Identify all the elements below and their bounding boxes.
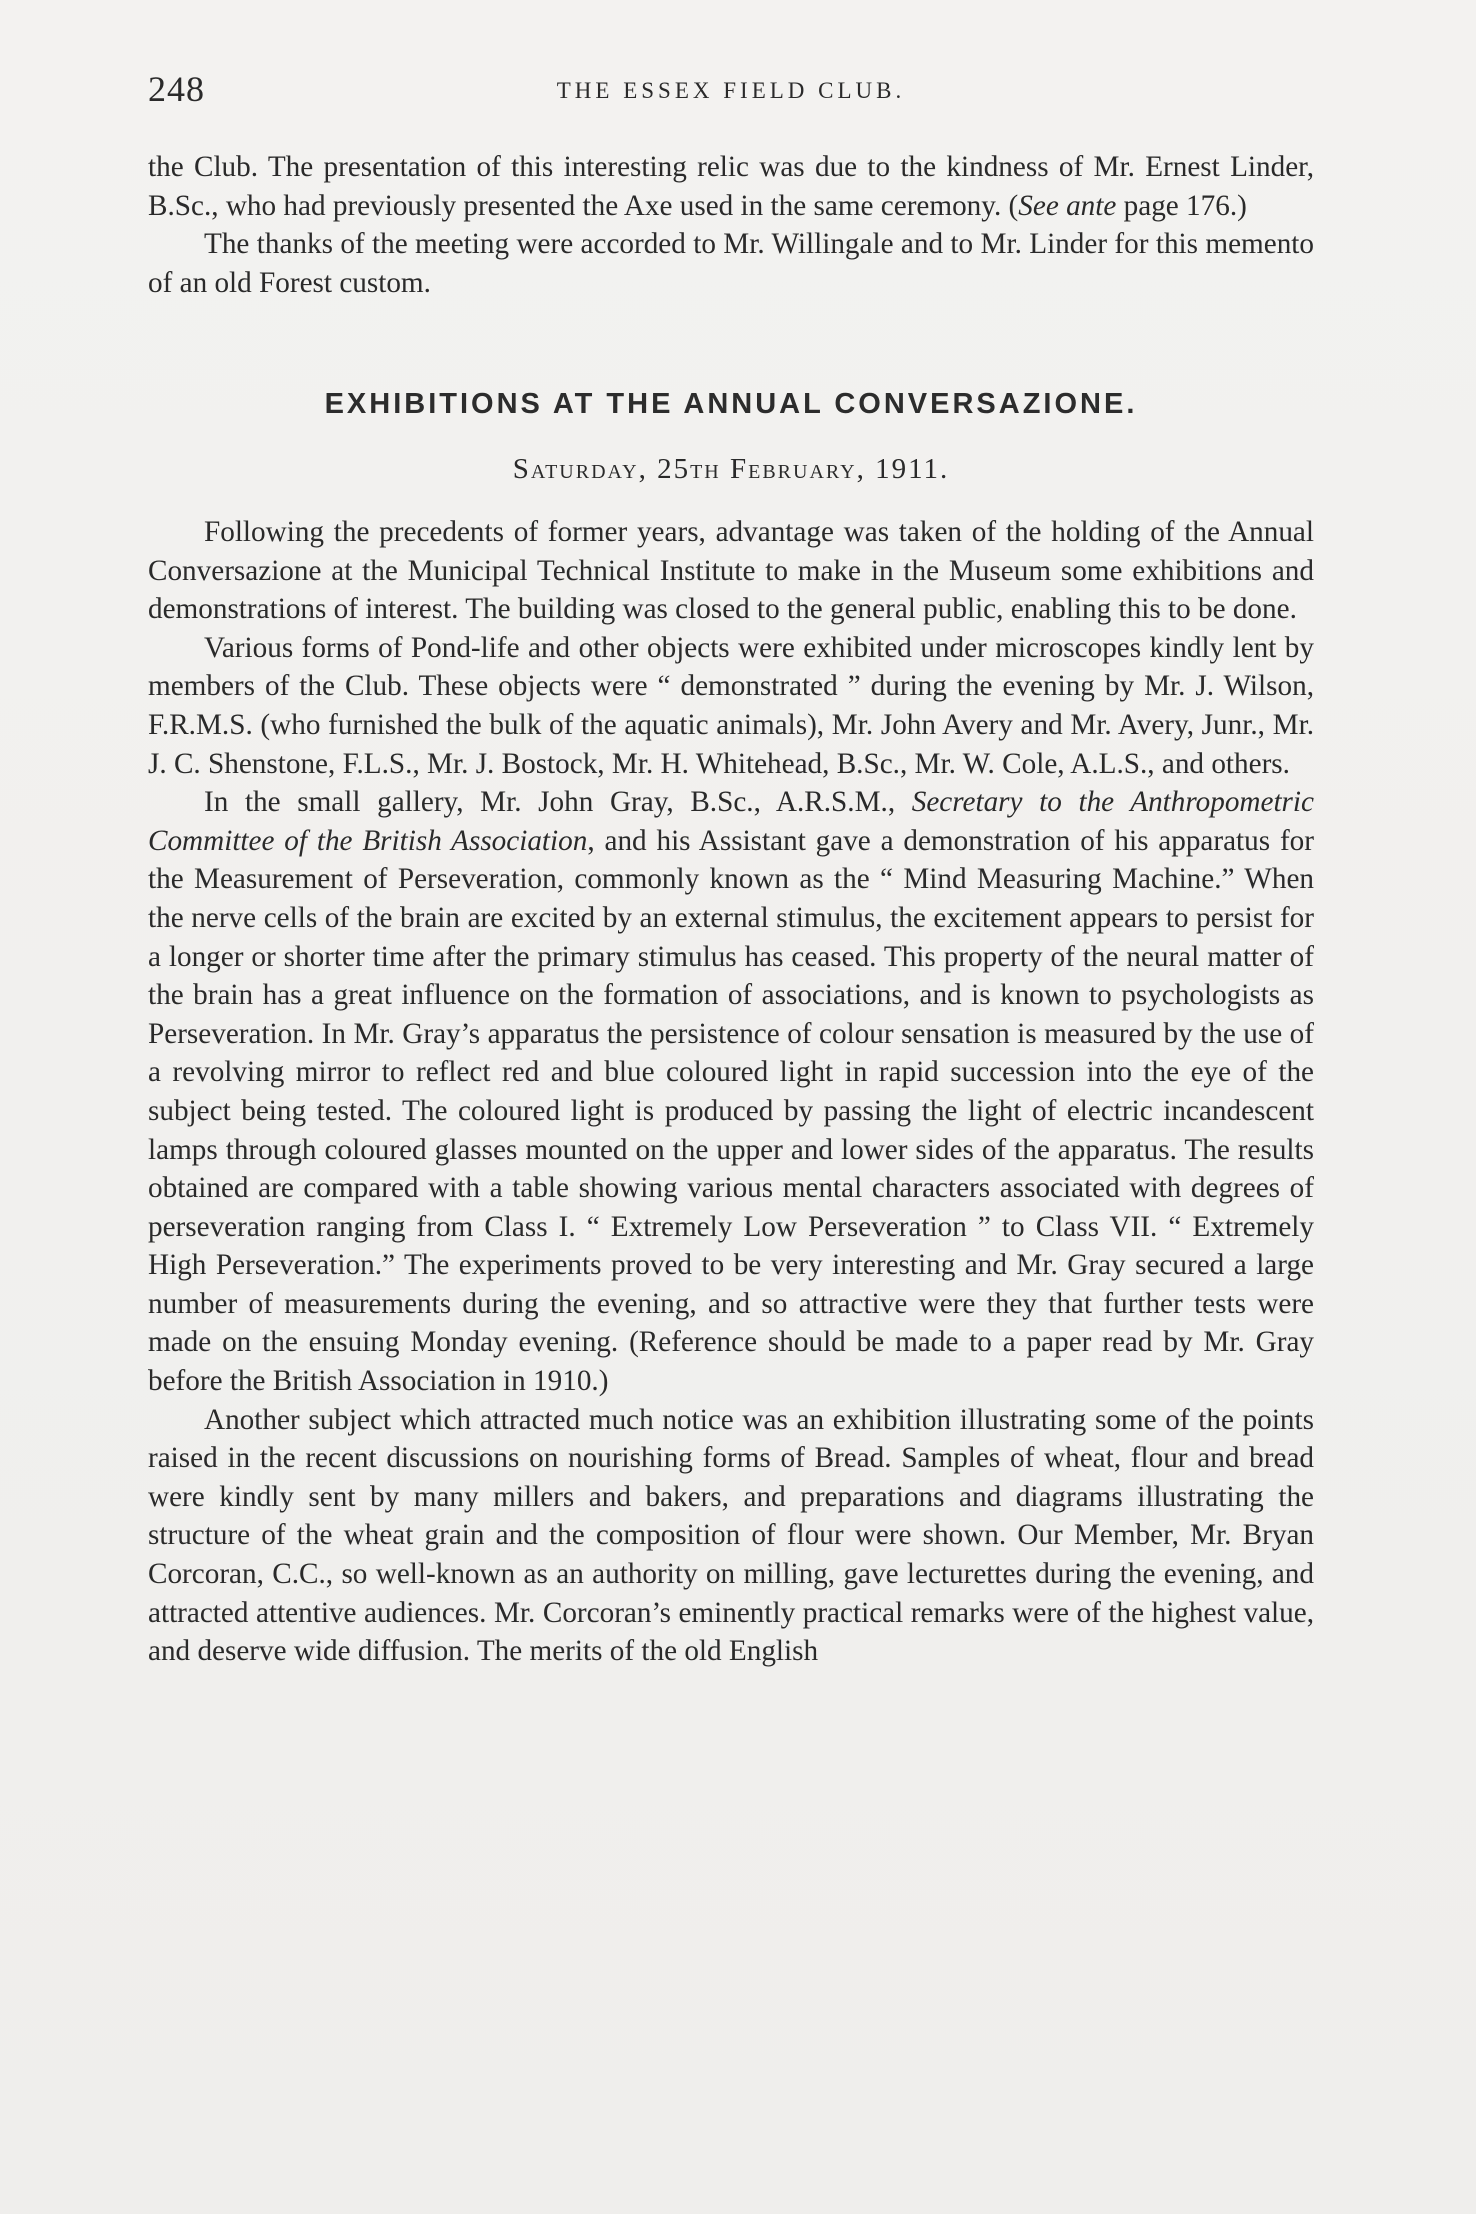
paragraph-text: page 176.) xyxy=(1116,189,1247,222)
paragraph-space xyxy=(1059,190,1066,222)
italic-title: Secretary to the Anthropometric Committee of the British Association xyxy=(148,786,1314,857)
section-title: EXHIBITIONS AT THE ANNUAL CONVERSAZIONE. xyxy=(324,388,1138,420)
page-header xyxy=(148,68,1314,118)
paragraph-perseveration xyxy=(148,783,1314,1401)
paragraph-text: the Club. The presentation of this interesting relic was due to the kindness of Mr. Ernest Linder, B.Sc., who had previously presented the Axe used in the same ceremony. ( xyxy=(148,151,1314,222)
running-head: THE ESSEX FIELD CLUB. xyxy=(556,78,906,103)
paragraph-text: In the small gallery, Mr. John Gray, B.Sc., A.R.S.M., xyxy=(204,786,912,819)
paragraph-precedents: Following the precedents of former years, advantage was taken of the holding of the Annual Conversazione at the Municipal Technical Institute to make in the Museum some exhibitions and demonstrations of interest. The building was closed to the general public, enabling this to be done. xyxy=(148,516,1314,626)
page-number: 248 xyxy=(148,69,205,109)
continued-text xyxy=(148,148,1314,302)
paragraph-thanks: The thanks of the meeting were accorded to Mr. Willingale and to Mr. Linder for this memento of an old Forest custom. xyxy=(148,228,1314,299)
paragraph-pond-life: Various forms of Pond-life and other objects were exhibited under microscopes kindly lent by members of the Club. These objects were “ demonstrated ” during the evening by Mr. J. Wilson, F.R.M.S. (who furnished the bulk of the aquatic animals), Mr. John Avery and Mr. Avery, Junr., Mr. J. C. Shenstone, F.L.S., Mr. J. Bostock, Mr. H. Whitehead, B.Sc., Mr. W. Cole, A.L.S., and others. xyxy=(148,631,1314,780)
section-date: Saturday, 25th February, 1911. xyxy=(512,453,950,485)
italic-ante: ante xyxy=(1066,189,1117,222)
paragraph-bread: Another subject which attracted much notice was an exhibition illustrating some of the points raised in the recent discussions on nourishing forms of Bread. Samples of wheat, flour and bread were kindly sent by many millers and bakers, and preparations and diagrams illustrating the structure of the wheat grain and the composition of flour were shown. Our Member, Mr. Bryan Corcoran, C.C., so well-known as an authority on milling, gave lecturettes during the evening, and attracted attentive audiences. Mr. Corcoran’s eminently practical remarks were of the highest value, and deserve wide diffusion. The merits of the old English xyxy=(148,1403,1314,1668)
italic-see: See xyxy=(1018,189,1059,222)
paragraph-continued xyxy=(148,148,1314,225)
section-body xyxy=(148,513,1314,1671)
paragraph-text: , and his Assistant gave a demonstration of his apparatus for the Measurement of Perseveration, commonly known as the “ Mind Measuring Machine.” When the nerve cells of the brain are excited by an external stimulus, the excitement appears to persist for a longer or shorter time after the primary stimulus has ceased. This property of the neural matter of the brain has a great influence on the formation of associations, and is known to psychologists as Perseveration. In Mr. Gray’s apparatus the persistence of colour sensation is measured by the use of a revolving mirror to reflect red and blue coloured light in rapid succession into the eye of the subject being tested. The coloured light is produced by passing the light of electric incandescent lamps through coloured glasses mounted on the upper and lower sides of the apparatus. The results obtained are compared with a table showing various mental characters associated with degrees of perseveration ranging from Class I. “ Extremely Low Perseveration ” to Class VII. “ Extremely High Perseveration.” The experiments proved to be very interesting and Mr. Gray secured a large number of measurements during the evening, and so attractive were they that further tests were made on the ensuing Monday evening. (Reference should be made to a paper read by Mr. Gray before the British Association in 1910.) xyxy=(148,824,1314,1398)
